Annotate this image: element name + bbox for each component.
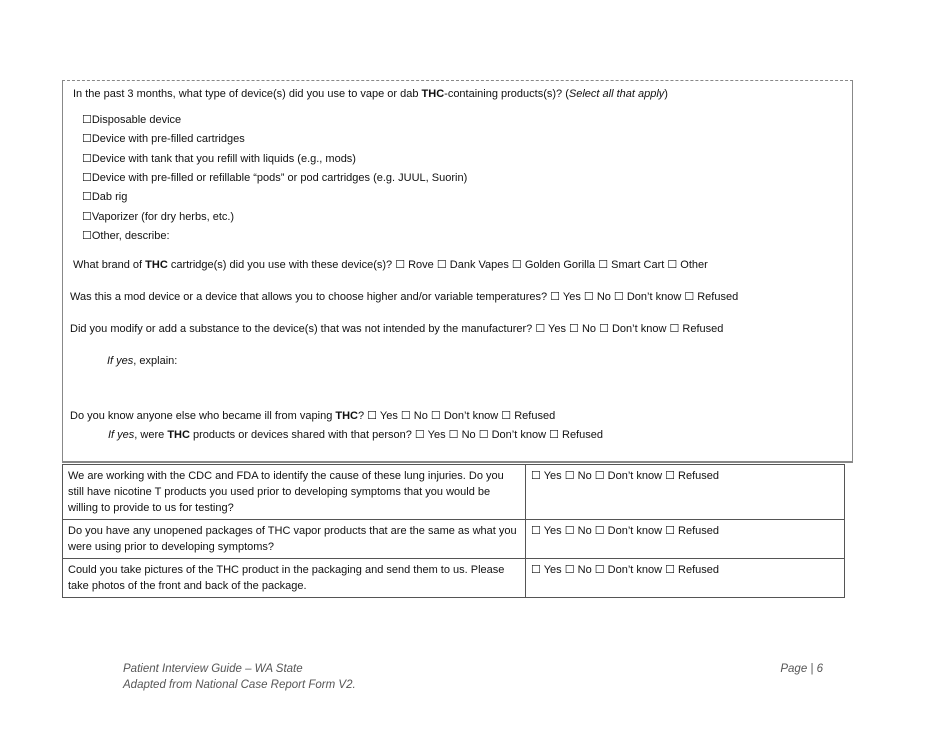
question-cell: We are working with the CDC and FDA to identify the cause of these lung injuries. Do you still have nicotine T products you used prior to developing symptoms that you would be willing to provide to us for testing? — [63, 465, 526, 520]
question-cell: Could you take pictures of the THC product in the packaging and send them to us. Please take photos of the front and back of the package. — [63, 559, 526, 598]
q3-text: Was this a mod device or a device that allows you to choose higher and/or variable temperatures? ☐ Yes ☐ No ☐ Don’t know ☐ Refused — [70, 291, 739, 303]
q5-followup: If yes, were THC products or devices shared with that person? ☐ Yes ☐ No ☐ Don’t know ☐ Refused — [108, 429, 603, 441]
table-row — [63, 520, 845, 559]
q4-followup: If yes, explain: — [107, 355, 178, 367]
device-option-checkbox[interactable]: ☐Other, describe: — [82, 229, 170, 242]
answer-options[interactable]: ☐ Yes ☐ No ☐ Don’t know ☐ Refused — [526, 520, 845, 559]
device-option-checkbox[interactable]: ☐Device with pre-filled cartridges — [82, 133, 245, 146]
footer-title: Patient Interview Guide – WA State — [123, 663, 303, 675]
device-option-checkbox[interactable]: ☐Dab rig — [82, 191, 128, 204]
table-row — [63, 559, 845, 598]
device-option-checkbox[interactable]: ☐Device with pre-filled or refillable “pods” or pod cartridges (e.g. JUUL, Suorin) — [82, 171, 468, 184]
table-row — [63, 465, 845, 520]
footer-subtitle: Adapted from National Case Report Form V2. — [123, 679, 356, 691]
device-option-checkbox[interactable]: ☐Vaporizer (for dry herbs, etc.) — [82, 210, 235, 223]
device-option-checkbox[interactable]: ☐Disposable device — [82, 114, 182, 126]
answer-options[interactable]: ☐ Yes ☐ No ☐ Don’t know ☐ Refused — [526, 465, 845, 520]
q1-text: In the past 3 months, what type of device(s) did you use to vape or dab THC-containing products(s)? (Select all that apply) — [73, 88, 668, 100]
page-number: Page | 6 — [780, 663, 823, 675]
q5-text: Do you know anyone else who became ill from vaping THC? ☐ Yes ☐ No ☐ Don’t know ☐ Refused — [70, 410, 556, 422]
answer-options[interactable]: ☐ Yes ☐ No ☐ Don’t know ☐ Refused — [526, 559, 845, 598]
question-cell: Do you have any unopened packages of THC vapor products that are the same as what you were using prior to developing symptoms? — [63, 520, 526, 559]
footer-left — [123, 661, 356, 693]
q4-text: Did you modify or add a substance to the device(s) that was not intended by the manufacturer? ☐ Yes ☐ No ☐ Don’t know ☐ Refused — [70, 323, 724, 335]
followup-table — [62, 464, 845, 598]
device-option-checkbox[interactable]: ☐Device with tank that you refill with liquids (e.g., mods) — [82, 152, 356, 165]
q2-text: What brand of THC cartridge(s) did you use with these device(s)? ☐ Rove ☐ Dank Vapes ☐ Golden Gorilla ☐ Smart Cart ☐ Other — [73, 259, 708, 271]
